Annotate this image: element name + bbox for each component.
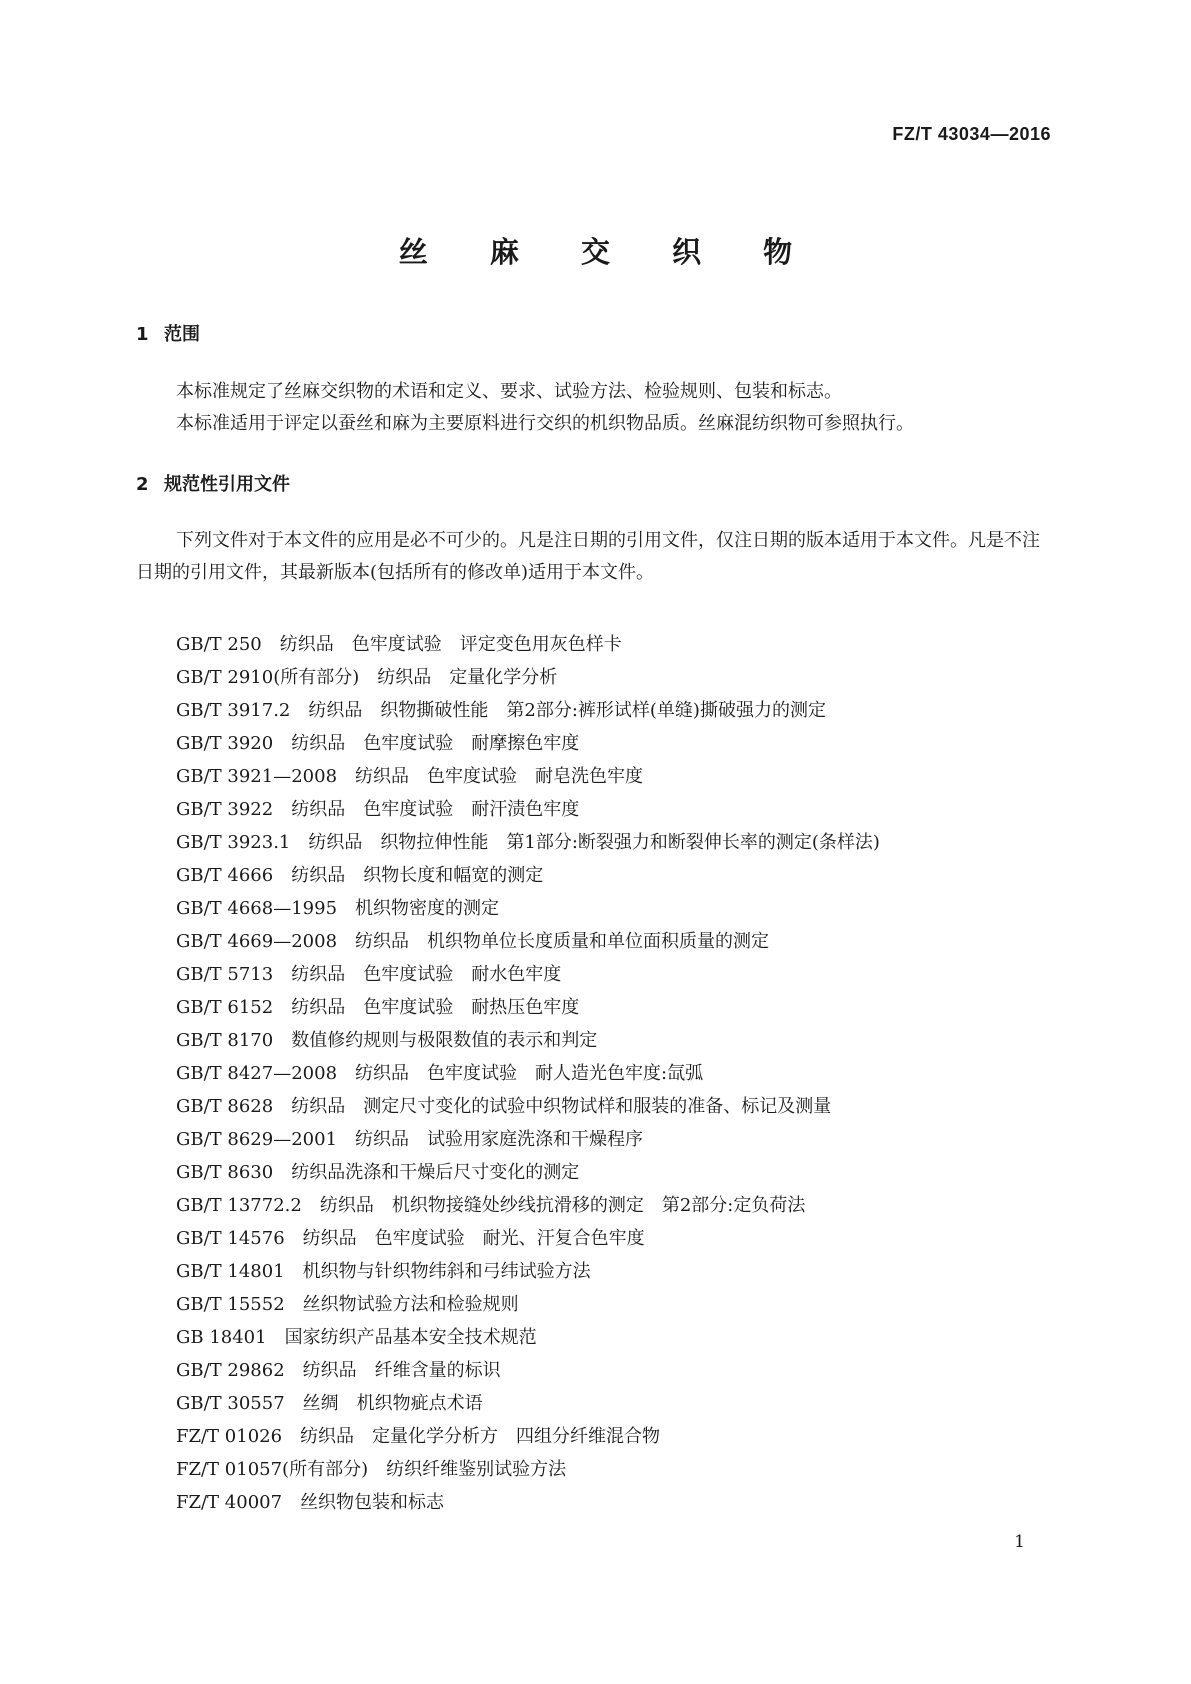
- reference-title: 纺织品 机织物单位长度质量和单位面积质量的测定: [355, 931, 770, 952]
- reference-title: 纺织品洗涤和干燥后尺寸变化的测定: [291, 1162, 580, 1183]
- reference-code: GB/T 3922: [176, 799, 274, 820]
- reference-code: GB/T 8170: [176, 1030, 274, 1051]
- reference-title: 纺织品 定量化学分析: [377, 667, 558, 688]
- reference-code: GB/T 13772.2: [176, 1195, 302, 1216]
- reference-title: 纺织品 色牢度试验 耐热压色牢度: [291, 997, 580, 1018]
- reference-code: GB/T 30557: [176, 1393, 285, 1414]
- reference-code: GB/T 15552: [176, 1294, 285, 1315]
- reference-title: 机织物密度的测定: [355, 898, 500, 919]
- reference-item: [176, 1090, 1056, 1123]
- reference-list: [176, 628, 1056, 1519]
- reference-item: [176, 1354, 1056, 1387]
- reference-title: 纺织品 定量化学分析方 四组分纤维混合物: [300, 1426, 661, 1447]
- reference-item: [176, 1453, 1056, 1486]
- reference-title: 纺织品 织物长度和幅宽的测定: [291, 865, 544, 886]
- reference-title: 纺织品 试验用家庭洗涤和干燥程序: [355, 1129, 644, 1150]
- reference-code: GB/T 14576: [176, 1228, 285, 1249]
- reference-item: [176, 1024, 1056, 1057]
- reference-item: [176, 1387, 1056, 1420]
- section-heading-normative-references: [136, 470, 290, 496]
- reference-code: GB 18401: [176, 1327, 267, 1348]
- paragraph: 下列文件对于本文件的应用是必不可少的。凡是注日期的引用文件，仅注日期的版本适用于本文件。凡是不注日期的引用文件，其最新版本(包括所有的修改单)适用于本文件。: [136, 530, 1040, 583]
- reference-item: [176, 628, 1056, 661]
- reference-code: GB/T 8629—2001: [176, 1129, 338, 1150]
- document-title: 丝 麻 交 织 物: [398, 235, 819, 269]
- section-title: 范围: [164, 324, 200, 345]
- reference-item: [176, 727, 1056, 760]
- page-number: 1: [1014, 1532, 1025, 1552]
- reference-item: [176, 661, 1056, 694]
- reference-title: 纺织品 色牢度试验 耐汗渍色牢度: [291, 799, 580, 820]
- reference-title: 纺织纤维鉴别试验方法: [386, 1459, 567, 1480]
- reference-title: 数值修约规则与极限数值的表示和判定: [291, 1030, 598, 1051]
- section-title: 规范性引用文件: [164, 474, 290, 495]
- reference-item: [176, 1156, 1056, 1189]
- reference-item: [176, 793, 1056, 826]
- reference-code: GB/T 29862: [176, 1360, 285, 1381]
- reference-code: FZ/T 01057(所有部分): [176, 1459, 369, 1480]
- reference-item: [176, 1321, 1056, 1354]
- reference-item: [176, 694, 1056, 727]
- reference-code: GB/T 3920: [176, 733, 274, 754]
- reference-code: GB/T 8427—2008: [176, 1063, 338, 1084]
- reference-code: GB/T 8630: [176, 1162, 274, 1183]
- reference-item: [176, 1057, 1056, 1090]
- reference-code: GB/T 2910(所有部分): [176, 667, 360, 688]
- reference-item: [176, 760, 1056, 793]
- reference-title: 纺织品 纤维含量的标识: [302, 1360, 501, 1381]
- reference-code: FZ/T 40007: [176, 1492, 283, 1513]
- reference-code: GB/T 14801: [176, 1261, 285, 1282]
- reference-item: [176, 991, 1056, 1024]
- reference-item: [176, 892, 1056, 925]
- reference-item: [176, 1222, 1056, 1255]
- reference-item: [176, 1288, 1056, 1321]
- reference-item: [176, 1420, 1056, 1453]
- reference-item: [176, 958, 1056, 991]
- paragraph: 本标准适用于评定以蚕丝和麻为主要原料进行交织的机织物品质。丝麻混纺织物可参照执行。: [176, 413, 914, 434]
- reference-code: FZ/T 01026: [176, 1426, 283, 1447]
- reference-title: 国家纺织产品基本安全技术规范: [284, 1327, 537, 1348]
- reference-title: 纺织品 色牢度试验 评定变色用灰色样卡: [279, 634, 622, 655]
- reference-title: 丝织物包装和标志: [300, 1492, 445, 1513]
- reference-item: [176, 1189, 1056, 1222]
- reference-title: 纺织品 色牢度试验 耐摩擦色牢度: [291, 733, 580, 754]
- reference-code: GB/T 8628: [176, 1096, 274, 1117]
- reference-code: GB/T 3923.1: [176, 832, 291, 853]
- standard-number: FZ/T 43034—2016: [892, 124, 1051, 144]
- reference-code: GB/T 5713: [176, 964, 274, 985]
- reference-item: [176, 826, 1056, 859]
- reference-title: 丝织物试验方法和检验规则: [302, 1294, 519, 1315]
- reference-code: GB/T 250: [176, 634, 262, 655]
- scope-body: [136, 376, 1056, 440]
- section-number: 2: [136, 474, 149, 495]
- reference-title: 机织物与针织物纬斜和弓纬试验方法: [302, 1261, 591, 1282]
- reference-code: GB/T 4668—1995: [176, 898, 338, 919]
- reference-title: 纺织品 色牢度试验 耐皂洗色牢度: [355, 766, 644, 787]
- reference-title: 纺织品 色牢度试验 耐人造光色牢度:氙弧: [355, 1063, 704, 1084]
- reference-item: [176, 1123, 1056, 1156]
- reference-title: 纺织品 织物拉伸性能 第1部分:断裂强力和断裂伸长率的测定(条样法): [308, 832, 880, 853]
- reference-code: GB/T 4669—2008: [176, 931, 338, 952]
- reference-title: 丝绸 机织物疵点术语: [302, 1393, 483, 1414]
- reference-code: GB/T 3917.2: [176, 700, 291, 721]
- section-heading-scope: [136, 320, 200, 346]
- reference-title: 纺织品 色牢度试验 耐水色牢度: [291, 964, 562, 985]
- reference-title: 纺织品 测定尺寸变化的试验中织物试样和服装的准备、标记及测量: [291, 1096, 832, 1117]
- section-number: 1: [136, 324, 149, 345]
- reference-item: [176, 1255, 1056, 1288]
- paragraph: 本标准规定了丝麻交织物的术语和定义、要求、试验方法、检验规则、包装和标志。: [176, 381, 842, 402]
- reference-item: [176, 859, 1056, 892]
- reference-code: GB/T 4666: [176, 865, 274, 886]
- reference-code: GB/T 6152: [176, 997, 274, 1018]
- reference-title: 纺织品 机织物接缝处纱线抗滑移的测定 第2部分:定负荷法: [319, 1195, 806, 1216]
- references-intro: [136, 525, 1056, 589]
- reference-item: [176, 1486, 1056, 1519]
- reference-code: GB/T 3921—2008: [176, 766, 338, 787]
- reference-item: [176, 925, 1056, 958]
- reference-title: 纺织品 色牢度试验 耐光、汗复合色牢度: [302, 1228, 645, 1249]
- reference-title: 纺织品 织物撕破性能 第2部分:裤形试样(单缝)撕破强力的测定: [308, 700, 826, 721]
